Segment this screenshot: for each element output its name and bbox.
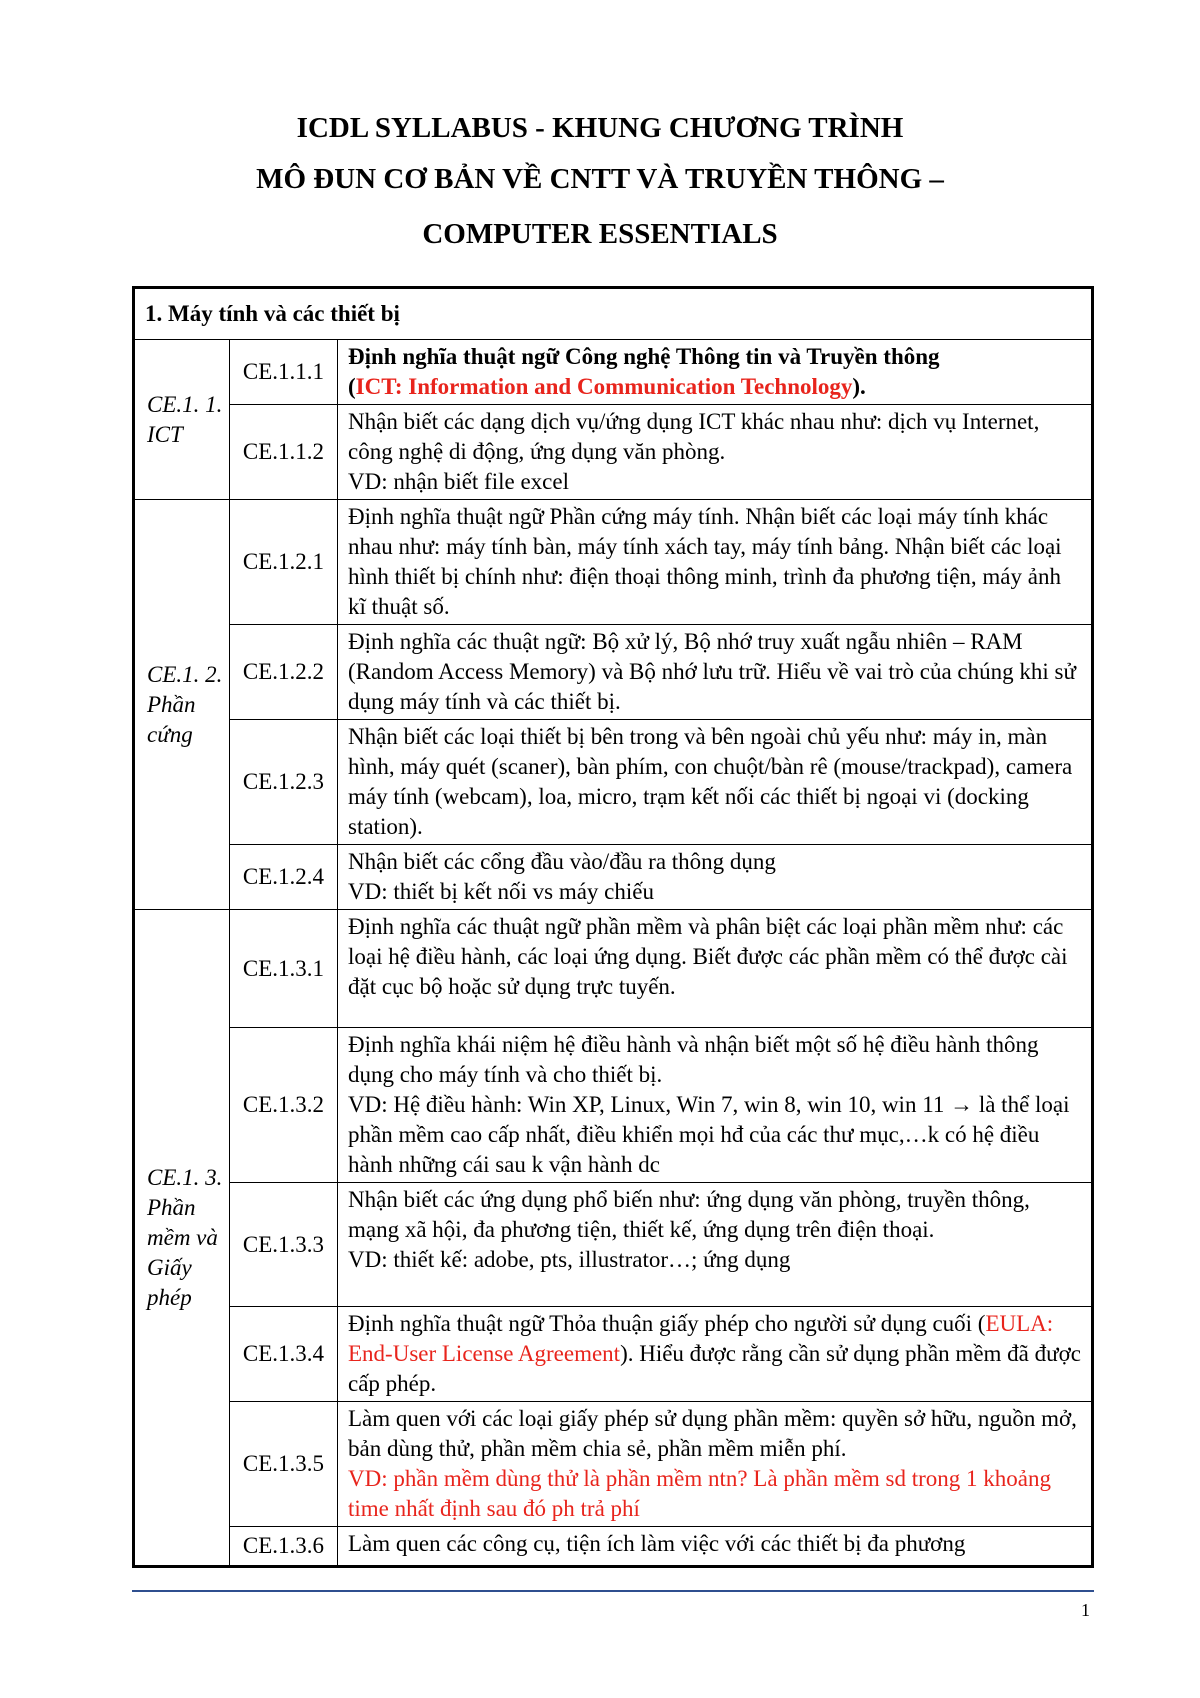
table-row	[134, 625, 1093, 720]
description-text: Nhận biết các ứng dụng phổ biến như: ứng dụng văn phòng, truyền thông, mạng xã hội, đa phương tiện, thiết kế, ứng dụng trên điện thoại.	[348, 1187, 1030, 1242]
document-title-line-1: ICDL SYLLABUS - KHUNG CHƯƠNG TRÌNH	[296, 112, 904, 144]
document-title-line-3: COMPUTER ESSENTIALS	[422, 218, 778, 250]
item-code: CE.1.3.5	[230, 1402, 338, 1527]
page-number: 1	[1081, 1600, 1090, 1620]
description-text: ). Hiểu được rằng cần sử dụng phần mềm đã được cấp phép.	[348, 1341, 1081, 1396]
item-description	[338, 1028, 1093, 1183]
item-code: CE.1.3.2	[230, 1028, 338, 1183]
item-code: CE.1.3.3	[230, 1183, 338, 1307]
table-row	[134, 1402, 1093, 1527]
description-example: VD: nhận biết file excel	[348, 469, 569, 494]
description-text: (	[348, 374, 356, 399]
table-row	[134, 1307, 1093, 1402]
table-row	[134, 1527, 1093, 1567]
table-row	[134, 845, 1093, 910]
item-description: Định nghĩa các thuật ngữ phần mềm và phân biệt các loại phần mềm như: các loại hệ điều hành, các loại ứng dụng. Biết được các phần mềm có thể được cài đặt cục bộ hoặc sử dụng trực tuyến.	[338, 910, 1093, 1028]
item-code: CE.1.1.2	[230, 405, 338, 500]
item-code: CE.1.3.1	[230, 910, 338, 1028]
description-example: VD: phần mềm dùng thử là phần mềm ntn? Là phần mềm sd trong 1 khoảng time nhất định sau đó ph trả phí	[348, 1466, 1051, 1521]
item-code: CE.1.1.1	[230, 340, 338, 405]
description-example: VD: thiết bị kết nối vs máy chiếu	[348, 879, 654, 904]
item-description: Nhận biết các loại thiết bị bên trong và bên ngoài chủ yếu như: máy in, màn hình, máy quét (scaner), bàn phím, con chuột/bàn rê (mouse/trackpad), camera máy tính (webcam), loa, micro, trạm kết nối các thiết bị ngoại vi (docking station).	[338, 720, 1093, 845]
table-row	[134, 405, 1093, 500]
highlight-text: ICT: Information and Communication Technology	[355, 374, 853, 399]
highlight-text: EULA: End-User License Agreement	[348, 1311, 1054, 1366]
table-row	[134, 1028, 1093, 1183]
table-row	[134, 340, 1093, 405]
item-description: Làm quen các công cụ, tiện ích làm việc với các thiết bị đa phương	[338, 1527, 1093, 1567]
description-text: ).	[852, 374, 866, 399]
description-text: Nhận biết các dạng dịch vụ/ứng dụng ICT khác nhau như: dịch vụ Internet, công nghệ di động, ứng dụng văn phòng.	[348, 409, 1040, 464]
document-title-line-2: MÔ ĐUN CƠ BẢN VỀ CNTT VÀ TRUYỀN THÔNG –	[256, 163, 944, 195]
footer-divider	[132, 1590, 1094, 1592]
table-row	[134, 910, 1093, 1028]
item-code: CE.1.2.1	[230, 500, 338, 625]
section-label-hardware: CE.1. 2. Phần cứng	[134, 500, 230, 910]
description-text: Làm quen với các loại giấy phép sử dụng phần mềm: quyền sở hữu, nguồn mở, bản dùng thử, phần mềm chia sẻ, phần mềm miễn phí.	[348, 1406, 1077, 1461]
item-description	[338, 405, 1093, 500]
description-example: VD: thiết kế: adobe, pts, illustrator…; ứng dụng	[348, 1247, 791, 1272]
item-description	[338, 340, 1093, 405]
item-description	[338, 1402, 1093, 1527]
table-heading-row	[134, 288, 1093, 340]
item-description	[338, 1183, 1093, 1307]
description-text: Định nghĩa thuật ngữ Thỏa thuận giấy phép cho người sử dụng cuối (	[348, 1311, 986, 1336]
item-code: CE.1.3.4	[230, 1307, 338, 1402]
item-description: Định nghĩa thuật ngữ Phần cứng máy tính. Nhận biết các loại máy tính khác nhau như: máy tính bàn, máy tính xách tay, máy tính bảng. Nhận biết các loại hình thiết bị chính như: điện thoại thông minh, trình đa phương tiện, máy ảnh kĩ thuật số.	[338, 500, 1093, 625]
item-code: CE.1.2.4	[230, 845, 338, 910]
section-label-software: CE.1. 3. Phần mềm và Giấy phép	[134, 910, 230, 1567]
item-code: CE.1.2.2	[230, 625, 338, 720]
table-heading: 1. Máy tính và các thiết bị	[134, 288, 1093, 340]
description-text: Định nghĩa khái niệm hệ điều hành và nhận biết một số hệ điều hành thông dụng cho máy tính và cho thiết bị.	[348, 1032, 1039, 1087]
table-row	[134, 500, 1093, 625]
syllabus-table	[132, 286, 1094, 1568]
item-description	[338, 1307, 1093, 1402]
description-text: Định nghĩa thuật ngữ Công nghệ Thông tin và Truyền thông	[348, 344, 940, 369]
table-row	[134, 1183, 1093, 1307]
item-description: Định nghĩa các thuật ngữ: Bộ xử lý, Bộ nhớ truy xuất ngẫu nhiên – RAM (Random Access Memory) và Bộ nhớ lưu trữ. Hiểu về vai trò của chúng khi sử dụng máy tính và các thiết bị.	[338, 625, 1093, 720]
description-text: Nhận biết các cổng đầu vào/đầu ra thông dụng	[348, 849, 776, 874]
table-row	[134, 720, 1093, 845]
item-description	[338, 845, 1093, 910]
item-code: CE.1.2.3	[230, 720, 338, 845]
item-code: CE.1.3.6	[230, 1527, 338, 1567]
description-example: VD: Hệ điều hành: Win XP, Linux, Win 7, win 8, win 10, win 11 → là thể loại phần mềm cao cấp nhất, điều khiển mọi hđ của các thư mục,…k có hệ điều hành những cái sau k vận hành dc	[348, 1092, 1070, 1177]
section-label-ict: CE.1. 1. ICT	[134, 340, 230, 500]
